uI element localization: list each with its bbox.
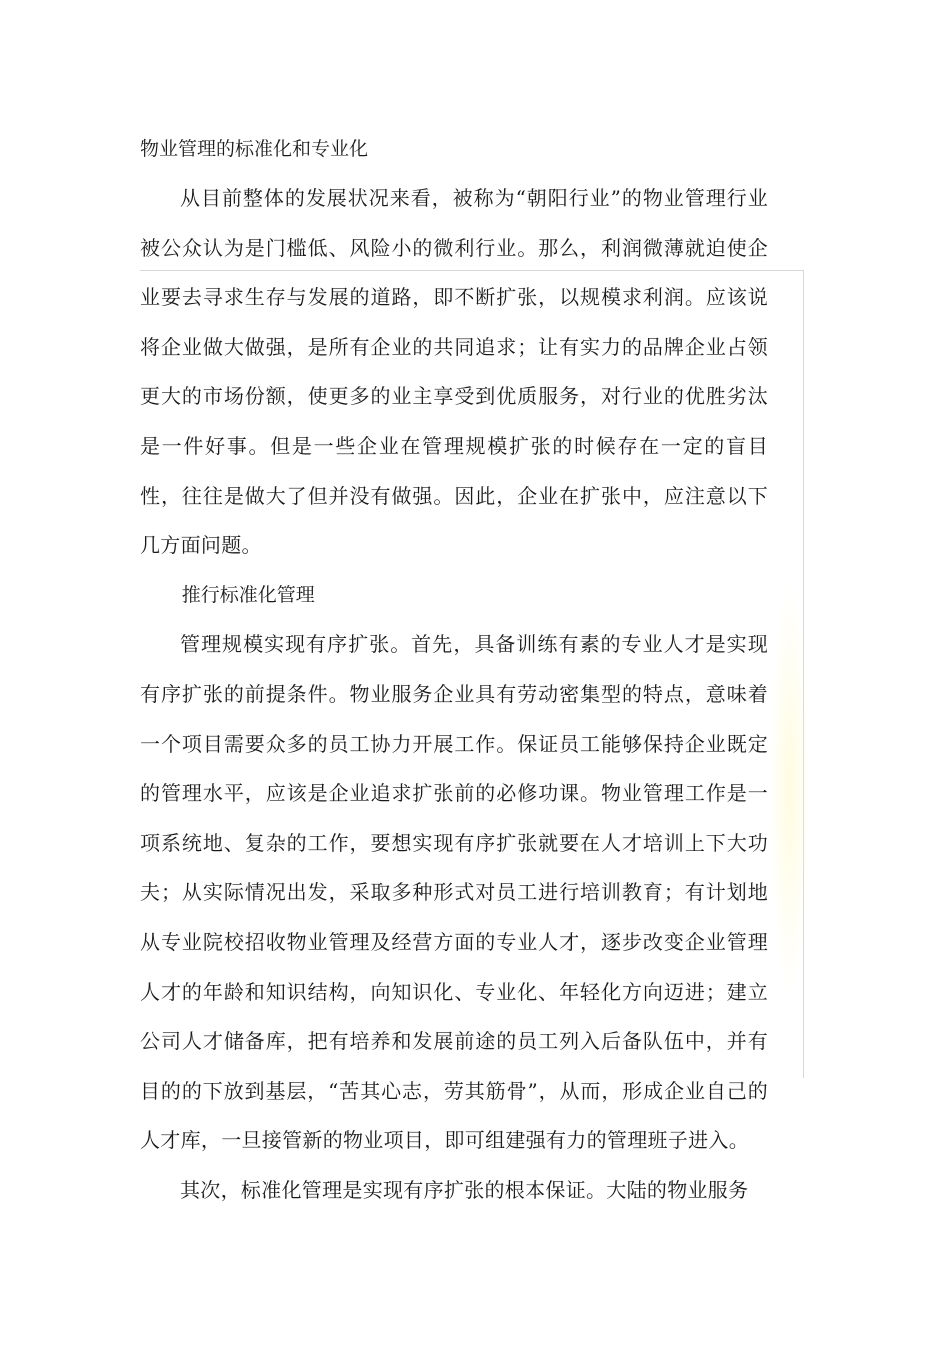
document-title: 物业管理的标准化和专业化 [140,138,369,160]
paragraph-intro: 从目前整体的发展状况来看，被称为“朝阳行业”的物业管理行业被公众认为是门槛低、风险小的微利行业。那么，利润微薄就迫使企业要去寻求生存与发展的道路，即不断扩张，以规模求利润。应该说将企业做大做强，是所有企业的共同追求；让有实力的品牌企业占领更大的市场份额，使更多的业主享受到优质服务，对行业的优胜劣汰是一件好事。但是一些企业在管理规模扩张的时候存在一定的盲目性，往往是做大了但并没有做强。因此，企业在扩张中，应注意以下几方面问题。 [140,186,768,558]
paragraph-standardization: 其次，标准化管理是实现有序扩张的根本保证。大陆的物业服务 [180,1177,749,1202]
document-body [140,124,810,1215]
section-heading: 推行标准化管理 [181,583,315,606]
paragraph-talent: 管理规模实现有序扩张。首先，具备训练有素的专业人才是实现有序扩张的前提条件。物业服务企业具有劳动密集型的特点，意味着一个项目需要众多的员工协力开展工作。保证员工能够保持企业既定的管理水平，应该是企业追求扩张前的必修功课。物业管理工作是一项系统地、复杂的工作，要想实现有序扩张就要在人才培训上下大功夫；从实际情况出发，采取多种形式对员工进行培训教育；有计划地从专业院校招收物业管理及经营方面的专业人才，逐步改变企业管理人才的年龄和知识结构，向知识化、专业化、年轻化方向迈进；建立公司人才储备库，把有培养和发展前途的员工列入后备队伍中，并有目的的下放到基层，“苦其心志，劳其筋骨”，从而，形成企业自己的人才库，一旦接管新的物业项目，即可组建强有力的管理班子进入。 [140,632,768,1153]
